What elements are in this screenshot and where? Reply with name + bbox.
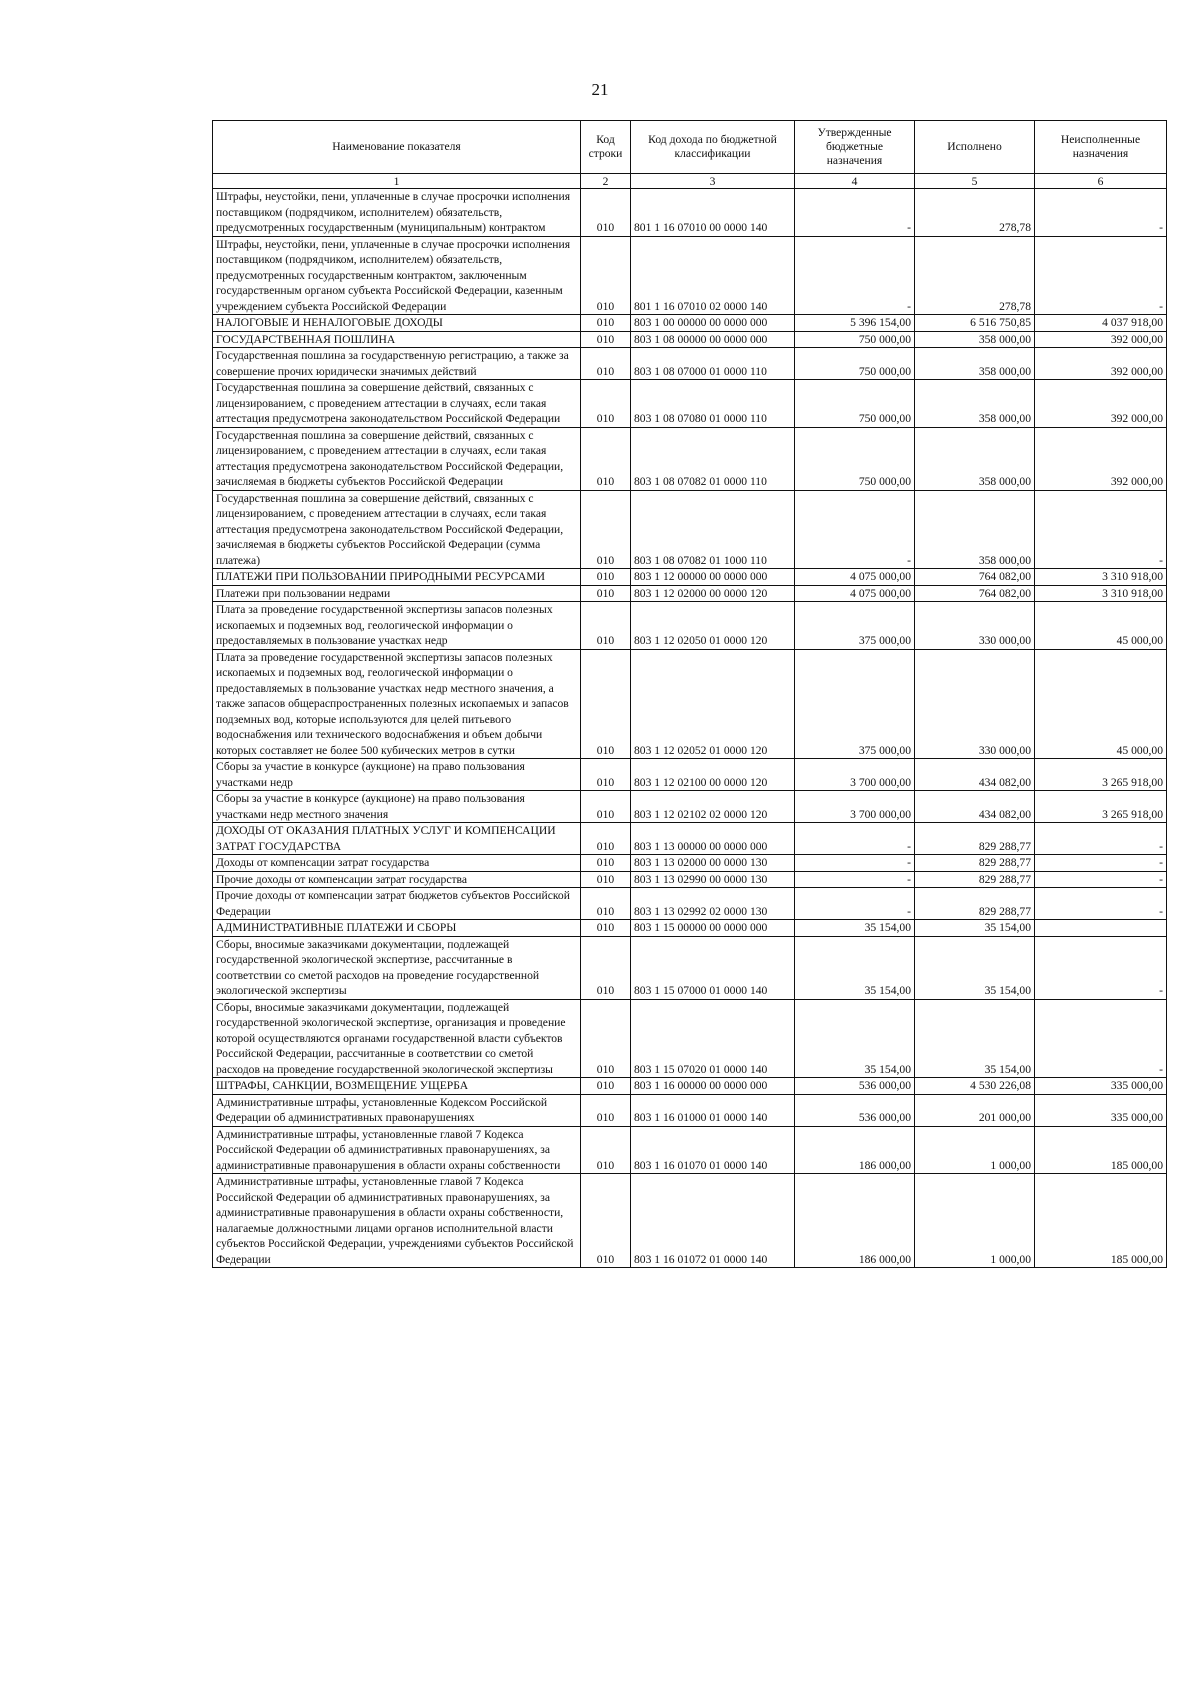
indicator-name-cell: АДМИНИСТРАТИВНЫЕ ПЛАТЕЖИ И СБОРЫ — [213, 920, 581, 937]
approved-cell: 4 075 000,00 — [795, 569, 915, 586]
approved-cell: - — [795, 189, 915, 237]
line-code-cell: 010 — [581, 791, 631, 823]
executed-cell: 330 000,00 — [915, 602, 1035, 650]
unexecuted-cell: 3 310 918,00 — [1035, 585, 1167, 602]
line-code-cell: 010 — [581, 315, 631, 332]
unexecuted-cell: - — [1035, 490, 1167, 569]
line-code-cell: 010 — [581, 236, 631, 315]
column-number: 5 — [915, 174, 1035, 189]
executed-cell: 434 082,00 — [915, 759, 1035, 791]
unexecuted-cell: - — [1035, 189, 1167, 237]
unexecuted-cell: 3 310 918,00 — [1035, 569, 1167, 586]
indicator-name-cell: Государственная пошлина за совершение действий, связанных с лицензированием, с проведением аттестации в случаях, если такая аттестация предусмотрена законодательством Российской Федерации, зачисляемая в бюджеты субъектов Российской Федерации — [213, 427, 581, 490]
table-row — [213, 871, 1167, 888]
table-row — [213, 855, 1167, 872]
unexecuted-cell: 4 037 918,00 — [1035, 315, 1167, 332]
table-row — [213, 315, 1167, 332]
line-code-cell: 010 — [581, 189, 631, 237]
unexecuted-cell: 185 000,00 — [1035, 1174, 1167, 1268]
column-number: 6 — [1035, 174, 1167, 189]
unexecuted-cell: 392 000,00 — [1035, 380, 1167, 428]
indicator-name-cell: Административные штрафы, установленные главой 7 Кодекса Российской Федерации об административных правонарушениях, за административные правонарушения в области охраны собственности — [213, 1126, 581, 1174]
executed-cell: 6 516 750,85 — [915, 315, 1035, 332]
budget-code-cell: 803 1 00 00000 00 0000 000 — [631, 315, 795, 332]
column-number-row — [213, 174, 1167, 189]
budget-code-cell: 803 1 13 02992 02 0000 130 — [631, 888, 795, 920]
indicator-name-cell: Административные штрафы, установленные Кодексом Российской Федерации об административных правонарушениях — [213, 1094, 581, 1126]
budget-code-cell: 803 1 15 07020 01 0000 140 — [631, 999, 795, 1078]
line-code-cell: 010 — [581, 569, 631, 586]
unexecuted-cell: 45 000,00 — [1035, 649, 1167, 759]
budget-code-cell: 803 1 08 00000 00 0000 000 — [631, 331, 795, 348]
table-row — [213, 1078, 1167, 1095]
column-number: 4 — [795, 174, 915, 189]
budget-code-cell: 803 1 08 07082 01 0000 110 — [631, 427, 795, 490]
unexecuted-cell: - — [1035, 823, 1167, 855]
unexecuted-cell: 3 265 918,00 — [1035, 791, 1167, 823]
budget-code-cell: 803 1 12 00000 00 0000 000 — [631, 569, 795, 586]
budget-code-cell: 803 1 13 02000 00 0000 130 — [631, 855, 795, 872]
executed-cell: 434 082,00 — [915, 791, 1035, 823]
indicator-name-cell: Штрафы, неустойки, пени, уплаченные в случае просрочки исполнения поставщиком (подрядчиком, исполнителем) обязательств, предусмотренных государственным контрактом, заключенным государственным органом субъекта Российской Федерации, казенным учреждением субъекта Российской Федерации — [213, 236, 581, 315]
executed-cell: 4 530 226,08 — [915, 1078, 1035, 1095]
table-row — [213, 649, 1167, 759]
header-unexecuted: Неисполненные назначения — [1035, 121, 1167, 174]
approved-cell: 186 000,00 — [795, 1174, 915, 1268]
line-code-cell: 010 — [581, 1078, 631, 1095]
indicator-name-cell: Доходы от компенсации затрат государства — [213, 855, 581, 872]
unexecuted-cell: - — [1035, 871, 1167, 888]
table-row — [213, 759, 1167, 791]
line-code-cell: 010 — [581, 920, 631, 937]
indicator-name-cell: ДОХОДЫ ОТ ОКАЗАНИЯ ПЛАТНЫХ УСЛУГ И КОМПЕНСАЦИИ ЗАТРАТ ГОСУДАРСТВА — [213, 823, 581, 855]
budget-code-cell: 803 1 13 00000 00 0000 000 — [631, 823, 795, 855]
approved-cell: 5 396 154,00 — [795, 315, 915, 332]
indicator-name-cell: Государственная пошлина за совершение действий, связанных с лицензированием, с проведением аттестации в случаях, если такая аттестация предусмотрена законодательством Российской Федерации, зачисляемая в бюджеты субъектов Российской Федерации (сумма платежа) — [213, 490, 581, 569]
budget-code-cell: 803 1 13 02990 00 0000 130 — [631, 871, 795, 888]
executed-cell: 330 000,00 — [915, 649, 1035, 759]
approved-cell: 536 000,00 — [795, 1094, 915, 1126]
indicator-name-cell: Государственная пошлина за государственную регистрацию, а также за совершение прочих юридически значимых действий — [213, 348, 581, 380]
table-header-row — [213, 121, 1167, 174]
budget-code-cell: 803 1 16 01072 01 0000 140 — [631, 1174, 795, 1268]
indicator-name-cell: Платежи при пользовании недрами — [213, 585, 581, 602]
line-code-cell: 010 — [581, 999, 631, 1078]
approved-cell: 750 000,00 — [795, 380, 915, 428]
table-row — [213, 823, 1167, 855]
executed-cell: 1 000,00 — [915, 1126, 1035, 1174]
line-code-cell: 010 — [581, 348, 631, 380]
unexecuted-cell: - — [1035, 236, 1167, 315]
approved-cell: 4 075 000,00 — [795, 585, 915, 602]
budget-code-cell: 803 1 12 02102 02 0000 120 — [631, 791, 795, 823]
header-indicator-name: Наименование показателя — [213, 121, 581, 174]
line-code-cell: 010 — [581, 871, 631, 888]
line-code-cell: 010 — [581, 1126, 631, 1174]
header-budget-code: Код дохода по бюджетной классификации — [631, 121, 795, 174]
budget-code-cell: 803 1 15 00000 00 0000 000 — [631, 920, 795, 937]
table-row — [213, 569, 1167, 586]
unexecuted-cell: - — [1035, 936, 1167, 999]
budget-code-cell: 803 1 12 02052 01 0000 120 — [631, 649, 795, 759]
indicator-name-cell: ПЛАТЕЖИ ПРИ ПОЛЬЗОВАНИИ ПРИРОДНЫМИ РЕСУРСАМИ — [213, 569, 581, 586]
indicator-name-cell: Сборы, вносимые заказчиками документации, подлежащей государственной экологической экспертизе, рассчитанные в соответствии со сметой расходов на проведение государственной экологической экспертизы — [213, 936, 581, 999]
line-code-cell: 010 — [581, 1094, 631, 1126]
line-code-cell: 010 — [581, 585, 631, 602]
table-row — [213, 236, 1167, 315]
approved-cell: - — [795, 823, 915, 855]
executed-cell: 764 082,00 — [915, 585, 1035, 602]
executed-cell: 35 154,00 — [915, 920, 1035, 937]
approved-cell: 536 000,00 — [795, 1078, 915, 1095]
approved-cell: 35 154,00 — [795, 936, 915, 999]
line-code-cell: 010 — [581, 490, 631, 569]
budget-code-cell: 803 1 08 07000 01 0000 110 — [631, 348, 795, 380]
indicator-name-cell: НАЛОГОВЫЕ И НЕНАЛОГОВЫЕ ДОХОДЫ — [213, 315, 581, 332]
unexecuted-cell: - — [1035, 855, 1167, 872]
unexecuted-cell: 3 265 918,00 — [1035, 759, 1167, 791]
approved-cell: 3 700 000,00 — [795, 791, 915, 823]
budget-code-cell: 803 1 08 07082 01 1000 110 — [631, 490, 795, 569]
executed-cell: 1 000,00 — [915, 1174, 1035, 1268]
approved-cell: 35 154,00 — [795, 920, 915, 937]
budget-code-cell: 803 1 08 07080 01 0000 110 — [631, 380, 795, 428]
indicator-name-cell: Административные штрафы, установленные главой 7 Кодекса Российской Федерации об административных правонарушениях, за административные правонарушения в области охраны собственности, налагаемые должностными лицами органов исполнительной власти субъектов Российской Федерации, учреждениями субъектов Российской Федерации — [213, 1174, 581, 1268]
indicator-name-cell: Сборы за участие в конкурсе (аукционе) на право пользования участками недр местного значения — [213, 791, 581, 823]
indicator-name-cell: ГОСУДАРСТВЕННАЯ ПОШЛИНА — [213, 331, 581, 348]
executed-cell: 358 000,00 — [915, 380, 1035, 428]
column-number: 2 — [581, 174, 631, 189]
table-row — [213, 490, 1167, 569]
executed-cell: 829 288,77 — [915, 871, 1035, 888]
line-code-cell: 010 — [581, 1174, 631, 1268]
executed-cell: 764 082,00 — [915, 569, 1035, 586]
table-row — [213, 189, 1167, 237]
unexecuted-cell: - — [1035, 888, 1167, 920]
executed-cell: 278,78 — [915, 236, 1035, 315]
executed-cell: 201 000,00 — [915, 1094, 1035, 1126]
column-number: 1 — [213, 174, 581, 189]
table-row — [213, 380, 1167, 428]
executed-cell: 829 288,77 — [915, 823, 1035, 855]
approved-cell: - — [795, 855, 915, 872]
budget-code-cell: 801 1 16 07010 00 0000 140 — [631, 189, 795, 237]
line-code-cell: 010 — [581, 936, 631, 999]
executed-cell: 358 000,00 — [915, 348, 1035, 380]
executed-cell: 358 000,00 — [915, 427, 1035, 490]
page-number: 21 — [591, 80, 609, 99]
indicator-name-cell: Штрафы, неустойки, пени, уплаченные в случае просрочки исполнения поставщиком (подрядчиком, исполнителем) обязательств, предусмотренных государственным (муниципальным) контрактом — [213, 189, 581, 237]
approved-cell: 750 000,00 — [795, 331, 915, 348]
table-row — [213, 348, 1167, 380]
approved-cell: 375 000,00 — [795, 602, 915, 650]
table-row — [213, 791, 1167, 823]
indicator-name-cell: Прочие доходы от компенсации затрат государства — [213, 871, 581, 888]
header-line-code: Код строки — [581, 121, 631, 174]
header-approved: Утвержденные бюджетные назначения — [795, 121, 915, 174]
indicator-name-cell: ШТРАФЫ, САНКЦИИ, ВОЗМЕЩЕНИЕ УЩЕРБА — [213, 1078, 581, 1095]
header-executed: Исполнено — [915, 121, 1035, 174]
unexecuted-cell: 392 000,00 — [1035, 331, 1167, 348]
unexecuted-cell: 335 000,00 — [1035, 1078, 1167, 1095]
indicator-name-cell: Государственная пошлина за совершение действий, связанных с лицензированием, с проведением аттестации в случаях, если такая аттестация предусмотрена законодательством Российской Федерации — [213, 380, 581, 428]
table-row — [213, 331, 1167, 348]
budget-code-cell: 801 1 16 07010 02 0000 140 — [631, 236, 795, 315]
executed-cell: 35 154,00 — [915, 999, 1035, 1078]
budget-code-cell: 803 1 12 02050 01 0000 120 — [631, 602, 795, 650]
unexecuted-cell: 392 000,00 — [1035, 348, 1167, 380]
approved-cell: - — [795, 871, 915, 888]
table-row — [213, 1094, 1167, 1126]
indicator-name-cell: Сборы, вносимые заказчиками документации, подлежащей государственной экологической экспертизе, организация и проведение которой осуществляются органами государственной власти субъектов Российской Федерации, рассчитанные в соответствии со сметой расходов на проведение государственной экологической экспертизы — [213, 999, 581, 1078]
budget-code-cell: 803 1 12 02100 00 0000 120 — [631, 759, 795, 791]
line-code-cell: 010 — [581, 427, 631, 490]
approved-cell: - — [795, 490, 915, 569]
table-row — [213, 888, 1167, 920]
unexecuted-cell: 392 000,00 — [1035, 427, 1167, 490]
column-number: 3 — [631, 174, 795, 189]
line-code-cell: 010 — [581, 380, 631, 428]
executed-cell: 358 000,00 — [915, 490, 1035, 569]
table-row — [213, 999, 1167, 1078]
approved-cell: 35 154,00 — [795, 999, 915, 1078]
approved-cell: - — [795, 888, 915, 920]
approved-cell: 750 000,00 — [795, 348, 915, 380]
unexecuted-cell: 45 000,00 — [1035, 602, 1167, 650]
approved-cell: 3 700 000,00 — [795, 759, 915, 791]
unexecuted-cell — [1035, 920, 1167, 937]
line-code-cell: 010 — [581, 649, 631, 759]
indicator-name-cell: Плата за проведение государственной экспертизы запасов полезных ископаемых и подземных вод, геологической информации о предоставляемых в пользование участках недр местного значения, а также запасов общераспространенных полезных ископаемых и запасов подземных вод, которые используются для целей питьевого водоснабжения или технического водоснабжения и объем добычи которых составляет не более 500 кубических метров в сутки — [213, 649, 581, 759]
table-row — [213, 427, 1167, 490]
table-row — [213, 1126, 1167, 1174]
line-code-cell: 010 — [581, 602, 631, 650]
indicator-name-cell: Сборы за участие в конкурсе (аукционе) на право пользования участками недр — [213, 759, 581, 791]
budget-code-cell: 803 1 12 02000 00 0000 120 — [631, 585, 795, 602]
line-code-cell: 010 — [581, 759, 631, 791]
executed-cell: 35 154,00 — [915, 936, 1035, 999]
line-code-cell: 010 — [581, 855, 631, 872]
indicator-name-cell: Прочие доходы от компенсации затрат бюджетов субъектов Российской Федерации — [213, 888, 581, 920]
executed-cell: 829 288,77 — [915, 888, 1035, 920]
table-row — [213, 1174, 1167, 1268]
indicator-name-cell: Плата за проведение государственной экспертизы запасов полезных ископаемых и подземных вод, геологической информации о предоставляемых в пользование участках недр — [213, 602, 581, 650]
line-code-cell: 010 — [581, 888, 631, 920]
line-code-cell: 010 — [581, 331, 631, 348]
approved-cell: 750 000,00 — [795, 427, 915, 490]
table-row — [213, 602, 1167, 650]
approved-cell: 375 000,00 — [795, 649, 915, 759]
budget-code-cell: 803 1 16 01070 01 0000 140 — [631, 1126, 795, 1174]
approved-cell: - — [795, 236, 915, 315]
table-row — [213, 936, 1167, 999]
table-row — [213, 920, 1167, 937]
line-code-cell: 010 — [581, 823, 631, 855]
executed-cell: 829 288,77 — [915, 855, 1035, 872]
table-row — [213, 585, 1167, 602]
unexecuted-cell: - — [1035, 999, 1167, 1078]
approved-cell: 186 000,00 — [795, 1126, 915, 1174]
unexecuted-cell: 185 000,00 — [1035, 1126, 1167, 1174]
unexecuted-cell: 335 000,00 — [1035, 1094, 1167, 1126]
budget-execution-table — [212, 120, 1167, 1268]
table-body — [213, 189, 1167, 1268]
budget-code-cell: 803 1 15 07000 01 0000 140 — [631, 936, 795, 999]
executed-cell: 278,78 — [915, 189, 1035, 237]
budget-code-cell: 803 1 16 00000 00 0000 000 — [631, 1078, 795, 1095]
budget-code-cell: 803 1 16 01000 01 0000 140 — [631, 1094, 795, 1126]
executed-cell: 358 000,00 — [915, 331, 1035, 348]
